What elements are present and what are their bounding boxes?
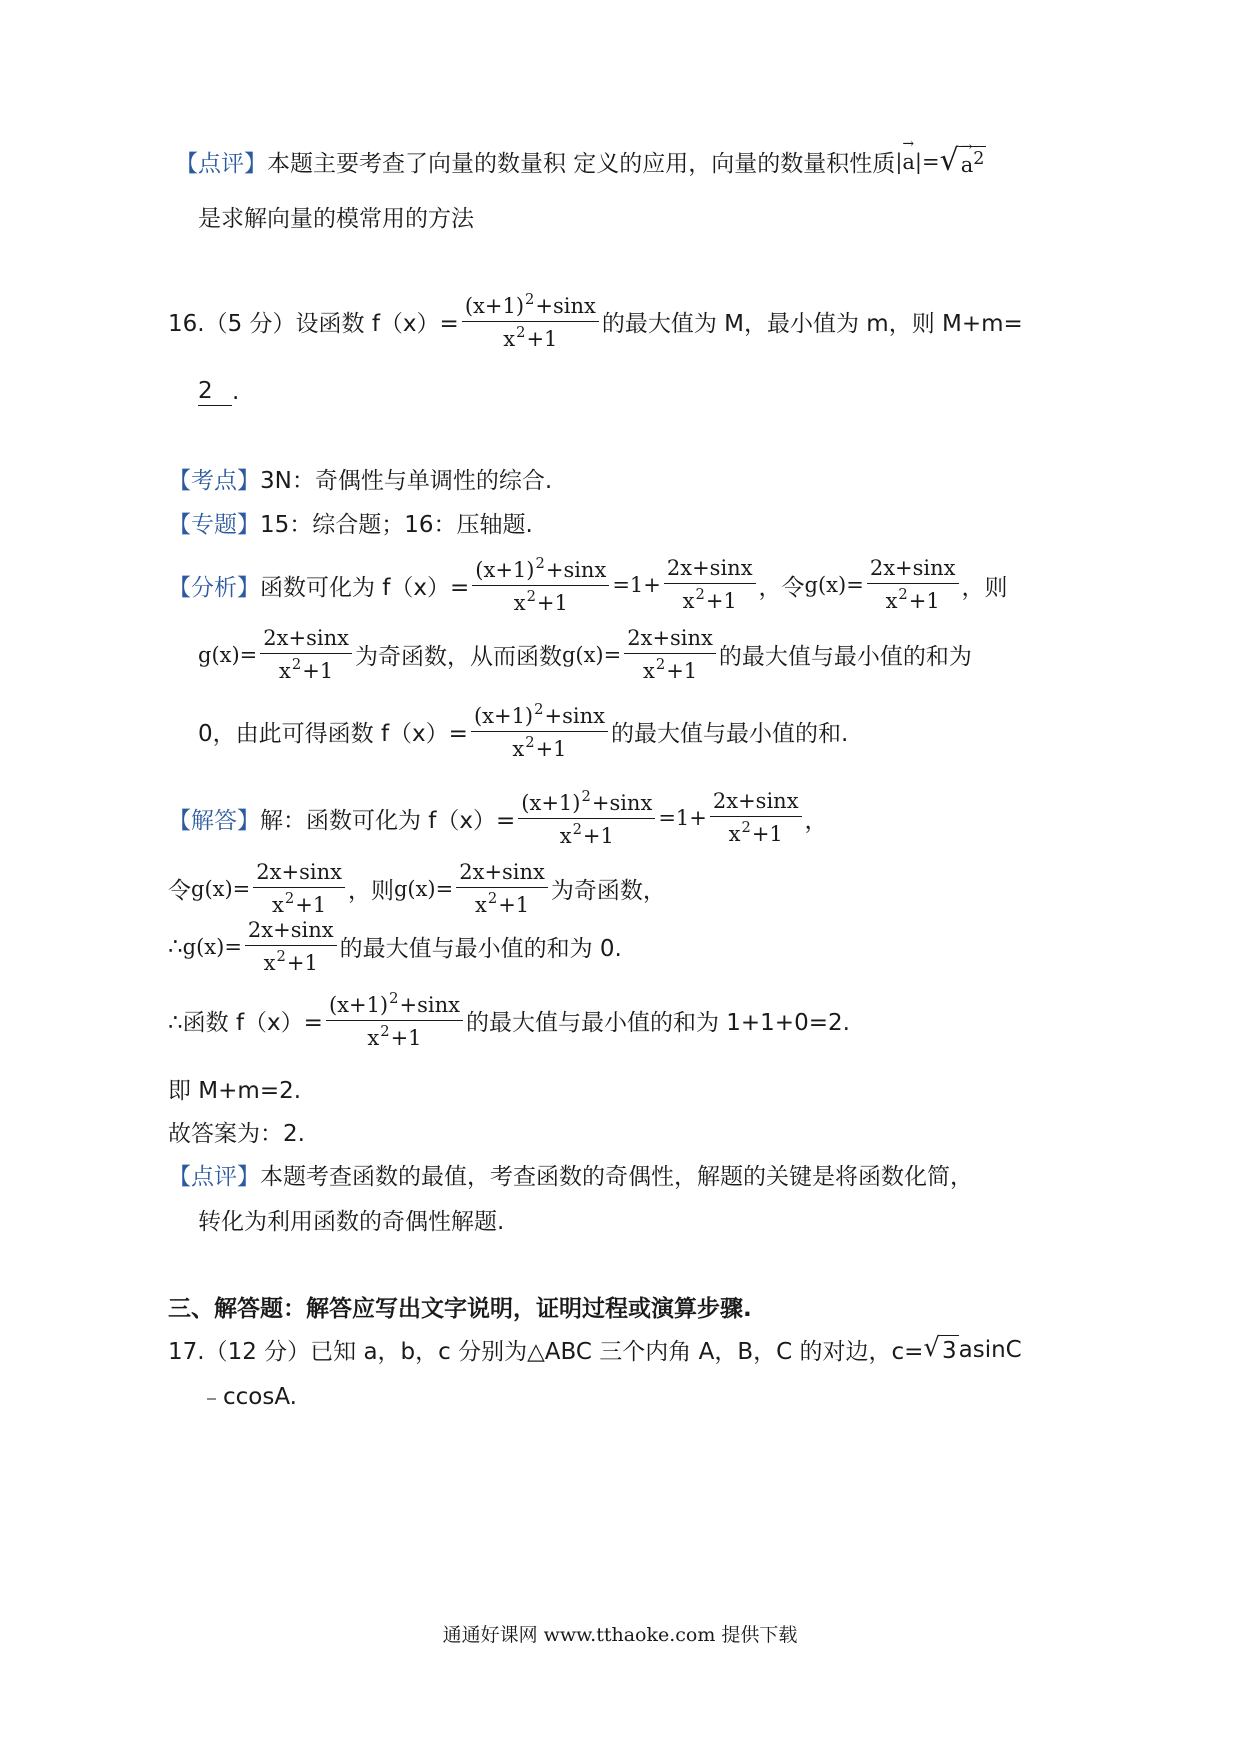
fenxi-f-fraction: $\frac{(x+1)^2+\sin x}{x^2+1}$ xyxy=(472,557,609,614)
vector-a-in-sqrt: → a xyxy=(961,153,974,177)
fenxi-line3: 0，由此可得函数 f（x）= $\frac{(x+1)^2+\sin x}{x^2+1}$ 的最大值与最小值的和. xyxy=(198,701,849,761)
jieda-g-fraction-2: $\frac{2x+\sin x}{x^2+1}$ xyxy=(253,862,345,916)
zhuanti-line xyxy=(168,506,533,539)
vector-a: → a xyxy=(902,150,915,174)
jieda-f-fraction-2: $\frac{(x+1)^2+\sin x}{x^2+1}$ xyxy=(326,992,463,1049)
q16-line1 xyxy=(168,293,1023,350)
prev-comment-line2 xyxy=(198,200,474,233)
q16-answer: 2 xyxy=(198,378,232,406)
fenxi-line2: g(x)= $\frac{2x+\sin x}{x^2+1}$ 为奇函数，从而函数 g(x)= $\frac{2x+\sin x}{x^2+1}$ 的最大值与最小值的和为 xyxy=(198,626,972,683)
fenxi-f-fraction-2: $\frac{(x+1)^2+\sin x}{x^2+1}$ xyxy=(471,703,608,760)
sqrt-a-squared: √ → $a^2$ xyxy=(940,146,987,177)
dianping-line1: 【点评】 本题考查函数的最值，考查函数的奇偶性，解题的关键是将函数化简， xyxy=(168,1158,973,1191)
dianping-tag: 【点评】 xyxy=(168,1164,260,1190)
jieda-line4: ∴函数 f（x）= $\frac{(x+1)^2+\sin x}{x^2+1}$ 的最大值与最小值的和为 1+1+0=2. xyxy=(168,990,850,1050)
jieda-g-fraction-3: $\frac{2x+\sin x}{x^2+1}$ xyxy=(456,862,548,916)
jieda-line1: 【解答】 解：函数可化为 f（x）= $\frac{(x+1)^2+\sin x}{x^2+1}$ =1+ $\frac{2x+\sin x}{x^2+1}$ ， xyxy=(168,788,828,848)
prev-comment-tag: 【点评】 xyxy=(175,151,267,177)
q16-after: 的最大值为 M，最小值为 m，则 M+m= xyxy=(601,310,1023,337)
fenxi-tag: 【分析】 xyxy=(168,574,260,601)
jieda-line3: ∴ g(x)= $\frac{2x+\sin x}{x^2+1}$ 的最大值与最小值的和为 0. xyxy=(168,918,622,975)
jieda-f-fraction: $\frac{(x+1)^2+\sin x}{x^2+1}$ xyxy=(518,790,655,847)
jieda-line6: 故答案为：2. xyxy=(168,1121,305,1147)
fenxi-line1: 【分析】 函数可化为 f（x）= $\frac{(x+1)^2+\sin x}{x^2+1}$ =1+ $\frac{2x+\sin x}{x^2+1}$ ，令 g(x)= $\frac{2x+\sin x}{x^2+1}$ ，则 xyxy=(168,555,1008,615)
jieda-line2: 令 g(x)= $\frac{2x+\sin x}{x^2+1}$ ，则 g(x)= $\frac{2x+\sin x}{x^2+1}$ 为奇函数， xyxy=(168,860,666,917)
sqrt-3: √ 3 xyxy=(923,1333,957,1364)
q17-line1: 17.（12 分）已知 a，b，c 分别为△ABC 三个内角 A，B，C 的对边，c= √ 3 asinC xyxy=(168,1333,1022,1365)
sqrt-exp: 2 xyxy=(973,149,985,169)
page-footer: 通通好课网 www.tthaoke.com 提供下载 xyxy=(442,1624,798,1646)
q16-intro: 16.（5 分）设函数 f（x）= xyxy=(168,310,459,337)
jieda-tag: 【解答】 xyxy=(168,807,260,834)
kaodian-line xyxy=(168,462,552,495)
jieda-g-fraction-1: $\frac{2x+\sin x}{x^2+1}$ xyxy=(710,791,802,845)
fenxi-g-fraction-3: $\frac{2x+\sin x}{x^2+1}$ xyxy=(260,628,352,682)
fenxi-g-fraction-1: $\frac{2x+\sin x}{x^2+1}$ xyxy=(664,558,756,612)
kaodian-tag: 【考点】 xyxy=(168,468,260,494)
q16-answer-line: 2 . xyxy=(198,378,240,405)
zhuanti-text: 15：综合题；16：压轴题. xyxy=(260,512,533,538)
fenxi-g-fraction-4: $\frac{2x+\sin x}{x^2+1}$ xyxy=(624,628,716,682)
q17-line2: ﹣ccosA. xyxy=(200,1384,297,1410)
prev-comment-text: 本题主要考查了向量的数量积 定义的应用，向量的数量积性质 xyxy=(267,151,896,177)
abs-mid: |= xyxy=(914,149,940,174)
prev-comment-text2: 是求解向量的模常用的方法 xyxy=(198,206,474,232)
fenxi-g-fraction-2: $\frac{2x+\sin x}{x^2+1}$ xyxy=(867,558,959,612)
abs-left: | xyxy=(895,149,903,174)
section3-title: 三、解答题：解答应写出文字说明，证明过程或演算步骤. xyxy=(168,1296,752,1322)
dianping-line2: 转化为利用函数的奇偶性解题. xyxy=(198,1209,505,1235)
zhuanti-tag: 【专题】 xyxy=(168,512,260,538)
q16-fraction: $\frac{(x+1)^2+\sin x}{x^2+1}$ xyxy=(462,293,599,350)
jieda-line5: 即 M+m=2. xyxy=(168,1078,302,1104)
jieda-g-fraction-4: $\frac{2x+\sin x}{x^2+1}$ xyxy=(245,920,337,974)
prev-comment-line1 xyxy=(175,145,986,178)
kaodian-text: 3N：奇偶性与单调性的综合. xyxy=(260,468,553,494)
